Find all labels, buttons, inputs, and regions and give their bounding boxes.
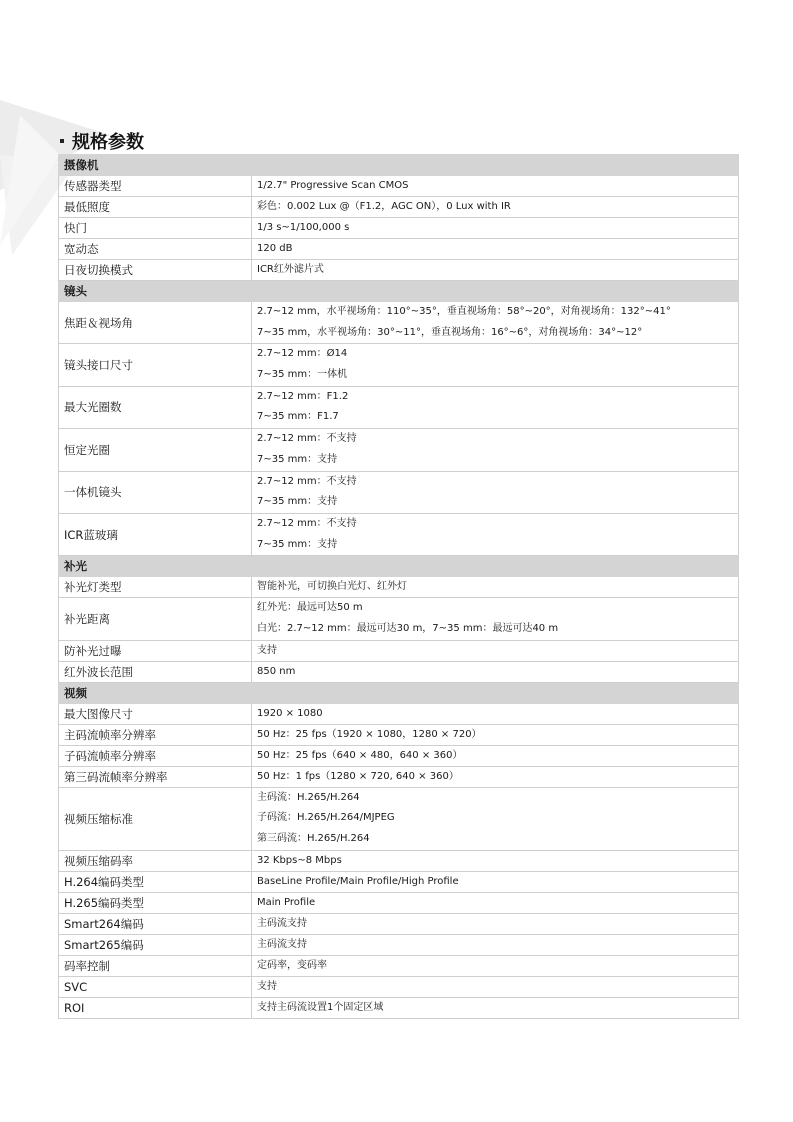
spec-row xyxy=(59,850,739,871)
spec-key: 恒定光圈 xyxy=(59,429,252,471)
spec-value: 32 Kbps~8 Mbps xyxy=(252,850,739,871)
spec-row xyxy=(59,703,739,724)
spec-value xyxy=(252,386,739,428)
spec-value: 主码流支持 xyxy=(252,934,739,955)
spec-key: 最大光圈数 xyxy=(59,386,252,428)
spec-row xyxy=(59,934,739,955)
spec-value-line: 子码流：H.265/H.264/MJPEG xyxy=(257,812,395,824)
spec-key: 第三码流帧率分辨率 xyxy=(59,766,252,787)
spec-value: 定码率，变码率 xyxy=(252,955,739,976)
spec-key: 传感器类型 xyxy=(59,176,252,197)
spec-key: 码率控制 xyxy=(59,955,252,976)
section-header: 视频 xyxy=(59,682,739,703)
spec-value xyxy=(252,429,739,471)
spec-row xyxy=(59,955,739,976)
spec-value-line: 7~35 mm：一体机 xyxy=(257,369,348,381)
spec-row xyxy=(59,577,739,598)
spec-value-line: 2.7~12 mm：不支持 xyxy=(257,433,357,445)
section-header-row xyxy=(59,682,739,703)
spec-value-line: 2.7~12 mm，水平视场角：110°~35°，垂直视场角：58°~20°，对角视场角：132°~41° xyxy=(257,306,671,317)
spec-value-line: 2.7~12 mm：Ø14 xyxy=(257,348,348,360)
spec-key: ICR蓝玻璃 xyxy=(59,513,252,555)
spec-value: Main Profile xyxy=(252,892,739,913)
spec-value: 50 Hz：25 fps（1920 × 1080，1280 × 720） xyxy=(252,724,739,745)
spec-key: 最大图像尺寸 xyxy=(59,703,252,724)
spec-row xyxy=(59,302,739,344)
spec-row xyxy=(59,344,739,386)
spec-value-line: 主码流：H.265/H.264 xyxy=(257,791,360,803)
section-header: 摄像机 xyxy=(59,155,739,176)
spec-value: 1/3 s~1/100,000 s xyxy=(252,218,739,239)
spec-value-line: 红外光：最远可达50 m xyxy=(257,602,363,614)
spec-key: 最低照度 xyxy=(59,197,252,218)
spec-row xyxy=(59,598,739,640)
spec-value-line: 白光：2.7~12 mm：最远可达30 m，7~35 mm：最远可达40 m xyxy=(257,623,559,635)
spec-value xyxy=(252,302,739,344)
spec-row xyxy=(59,913,739,934)
spec-value-line: 第三码流：H.265/H.264 xyxy=(257,833,370,845)
spec-key: 防补光过曝 xyxy=(59,640,252,661)
section-header-row xyxy=(59,155,739,176)
spec-value: 50 Hz：25 fps（640 × 480，640 × 360） xyxy=(252,745,739,766)
spec-value: 1920 × 1080 xyxy=(252,703,739,724)
spec-value: 1/2.7" Progressive Scan CMOS xyxy=(252,176,739,197)
spec-value-line: 2.7~12 mm：不支持 xyxy=(257,475,357,487)
spec-key: SVC xyxy=(59,976,252,997)
spec-key: 镜头接口尺寸 xyxy=(59,344,252,386)
spec-row xyxy=(59,471,739,513)
spec-value xyxy=(252,513,739,555)
spec-value: 支持主码流设置1个固定区域 xyxy=(252,997,739,1018)
spec-key: Smart264编码 xyxy=(59,913,252,934)
spec-row xyxy=(59,871,739,892)
spec-value: 120 dB xyxy=(252,239,739,260)
spec-row xyxy=(59,997,739,1018)
spec-row xyxy=(59,197,739,218)
section-header: 镜头 xyxy=(59,281,739,302)
spec-key: 焦距＆视场角 xyxy=(59,302,252,344)
spec-key: Smart265编码 xyxy=(59,934,252,955)
spec-row xyxy=(59,892,739,913)
spec-value-line: 7~35 mm，水平视场角：30°~11°，垂直视场角：16°~6°，对角视场角：34°~12° xyxy=(257,326,643,338)
spec-value: 支持 xyxy=(252,976,739,997)
section-header-row xyxy=(59,281,739,302)
page-title-text: 规格参数 xyxy=(72,132,144,153)
spec-row xyxy=(59,513,739,555)
spec-table-body xyxy=(59,155,739,1019)
spec-table xyxy=(58,154,739,1019)
spec-key: 红外波长范围 xyxy=(59,661,252,682)
spec-row xyxy=(59,661,739,682)
section-header: 补光 xyxy=(59,556,739,577)
spec-key: H.264编码类型 xyxy=(59,871,252,892)
spec-value xyxy=(252,787,739,850)
spec-value: 彩色：0.002 Lux @（F1.2，AGC ON），0 Lux with IR xyxy=(252,197,739,218)
spec-value-line: 7~35 mm：F1.7 xyxy=(257,411,339,423)
spec-key: 主码流帧率分辨率 xyxy=(59,724,252,745)
spec-row xyxy=(59,745,739,766)
spec-value: 支持 xyxy=(252,640,739,661)
spec-value-line: 7~35 mm：支持 xyxy=(257,453,338,465)
spec-key: 视频压缩标准 xyxy=(59,787,252,850)
spec-key: 宽动态 xyxy=(59,239,252,260)
section-header-row xyxy=(59,556,739,577)
spec-value: ICR红外滤片式 xyxy=(252,260,739,281)
spec-value: 50 Hz：1 fps（1280 × 720, 640 × 360） xyxy=(252,766,739,787)
spec-row xyxy=(59,976,739,997)
spec-value-line: 2.7~12 mm：不支持 xyxy=(257,517,357,529)
spec-row xyxy=(59,766,739,787)
spec-value-line: 7~35 mm：支持 xyxy=(257,496,338,508)
spec-key: 补光距离 xyxy=(59,598,252,640)
spec-value xyxy=(252,471,739,513)
spec-value-line: 7~35 mm：支持 xyxy=(257,538,338,550)
spec-key: 快门 xyxy=(59,218,252,239)
spec-row xyxy=(59,239,739,260)
spec-row xyxy=(59,640,739,661)
spec-value xyxy=(252,344,739,386)
spec-value-line: 2.7~12 mm：F1.2 xyxy=(257,390,349,402)
spec-value xyxy=(252,598,739,640)
spec-row xyxy=(59,386,739,428)
title-bullet-icon xyxy=(60,139,64,143)
spec-key: 日夜切换模式 xyxy=(59,260,252,281)
spec-row xyxy=(59,787,739,850)
spec-value: 主码流支持 xyxy=(252,913,739,934)
spec-key: H.265编码类型 xyxy=(59,892,252,913)
spec-key: 补光灯类型 xyxy=(59,577,252,598)
spec-key: 一体机镜头 xyxy=(59,471,252,513)
page-title xyxy=(60,128,144,154)
spec-value: 智能补光，可切换白光灯、红外灯 xyxy=(252,577,739,598)
spec-key: ROI xyxy=(59,997,252,1018)
spec-value: 850 nm xyxy=(252,661,739,682)
spec-row xyxy=(59,176,739,197)
spec-row xyxy=(59,260,739,281)
spec-value: BaseLine Profile/Main Profile/High Profile xyxy=(252,871,739,892)
spec-key: 子码流帧率分辨率 xyxy=(59,745,252,766)
spec-key: 视频压缩码率 xyxy=(59,850,252,871)
spec-row xyxy=(59,724,739,745)
spec-row xyxy=(59,429,739,471)
spec-row xyxy=(59,218,739,239)
